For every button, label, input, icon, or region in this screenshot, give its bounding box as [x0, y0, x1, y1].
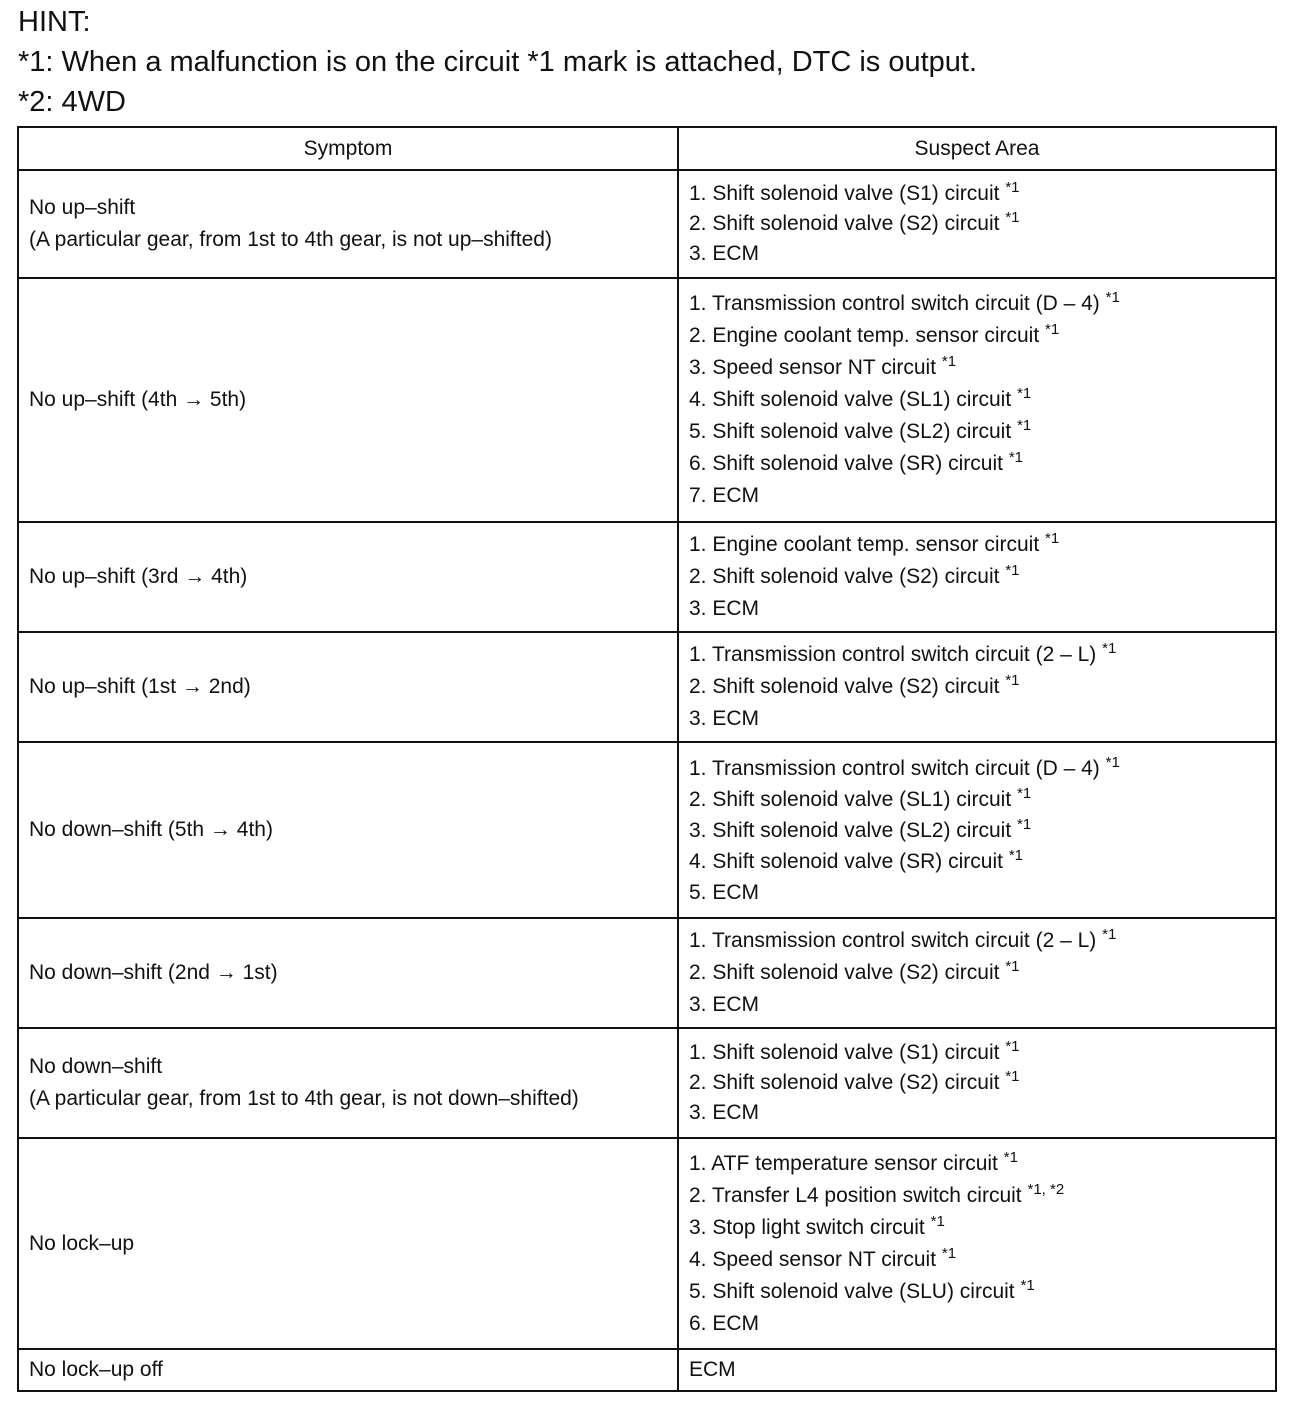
suspect-area-text: 2. Transfer L4 position switch circuit: [689, 1183, 1022, 1207]
suspect-area-column-header: Suspect Area: [678, 127, 1276, 170]
symptom-line: No down–shift (2nd → 1st): [29, 961, 278, 984]
suspect-area-item: [689, 784, 1265, 815]
dtc-mark: *1: [941, 1244, 957, 1262]
symptom-cell: [18, 1028, 678, 1138]
table-header-row: [18, 127, 1276, 170]
suspect-area-cell: [678, 1349, 1276, 1391]
suspect-area-item: [689, 352, 1265, 384]
suspect-area-item: [689, 846, 1265, 877]
table-row: [18, 1138, 1276, 1349]
suspect-area-item: [689, 1212, 1265, 1244]
table-row: [18, 632, 1276, 742]
suspect-area-item: [689, 561, 1265, 593]
dtc-mark: *1: [1003, 1148, 1018, 1166]
table-row: [18, 918, 1276, 1028]
symptom-cell: [18, 742, 678, 918]
dtc-mark: *1: [1008, 846, 1023, 864]
suspect-area-text: 5. Shift solenoid valve (SLU) circuit: [689, 1279, 1015, 1303]
table-row: [18, 1028, 1276, 1138]
symptom-line: No up–shift (1st → 2nd): [29, 675, 251, 698]
suspect-area-cell: [678, 170, 1276, 278]
symptom-line: No down–shift: [29, 1055, 163, 1078]
hint-block: [18, 2, 977, 122]
symptom-cell: [18, 918, 678, 1028]
suspect-area-text: 2. Engine coolant temp. sensor circuit: [689, 324, 1040, 347]
suspect-area-text: 3. Stop light switch circuit: [689, 1215, 925, 1239]
dtc-mark: *1: [1005, 957, 1020, 975]
suspect-area-item: [689, 1244, 1265, 1276]
dtc-mark: *1: [1017, 815, 1032, 833]
suspect-area-item: [689, 925, 1265, 957]
suspect-area-item: [689, 703, 1265, 735]
suspect-area-text: 6. Shift solenoid valve (SR) circuit: [689, 452, 1003, 475]
suspect-area-item: [689, 1276, 1265, 1308]
suspect-area-text: 3. ECM: [689, 1101, 760, 1124]
suspect-area-text: 3. Speed sensor NT circuit: [689, 356, 937, 379]
suspect-area-text: 1. Shift solenoid valve (S1) circuit: [689, 1041, 1000, 1064]
suspect-area-text: 7. ECM: [689, 484, 760, 507]
symptom-line: (A particular gear, from 1st to 4th gear, is not up–shifted): [29, 228, 552, 251]
hint-note-2: *2: 4WD: [18, 86, 126, 118]
dtc-mark: *1: [1005, 1067, 1020, 1085]
symptom-line: No up–shift (3rd → 4th): [29, 565, 248, 588]
dtc-mark: *1: [1105, 753, 1120, 771]
suspect-area-text: ECM: [689, 1358, 736, 1381]
suspect-area-item: [689, 179, 1265, 209]
dtc-mark: *1: [930, 1212, 945, 1230]
suspect-area-text: 5. Shift solenoid valve (SL2) circuit: [689, 420, 1012, 443]
hint-title: HINT:: [18, 6, 91, 38]
suspect-area-text: 3. Shift solenoid valve (SL2) circuit: [689, 818, 1012, 842]
suspect-area-item: [689, 209, 1265, 239]
suspect-area-text: 2. Shift solenoid valve (S2) circuit: [689, 1071, 1000, 1094]
suspect-area-text: 1. Engine coolant temp. sensor circuit: [689, 533, 1040, 556]
suspect-area-item: [689, 989, 1265, 1021]
suspect-area-text: 2. Shift solenoid valve (S2) circuit: [689, 675, 1000, 698]
symptom-cell: [18, 170, 678, 278]
symptom-line: (A particular gear, from 1st to 4th gear, is not down–shifted): [29, 1087, 579, 1110]
dtc-mark: *1: [1102, 925, 1117, 943]
suspect-area-text: 1. Transmission control switch circuit (D – 4): [689, 756, 1100, 780]
table-body: [18, 170, 1276, 1391]
hint-note-1: *1: When a malfunction is on the circuit *1 mark is attached, DTC is output.: [18, 46, 978, 78]
suspect-area-item: [689, 1180, 1265, 1212]
suspect-area-text: 5. ECM: [689, 880, 760, 904]
suspect-area-text: 1. Shift solenoid valve (S1) circuit: [689, 182, 1000, 205]
suspect-area-item: [689, 1308, 1265, 1340]
symptom-line: No lock–up: [29, 1231, 135, 1255]
suspect-area-text: 2. Shift solenoid valve (S2) circuit: [689, 212, 1000, 235]
suspect-area-text: 3. ECM: [689, 597, 760, 620]
suspect-area-cell: [678, 522, 1276, 632]
suspect-area-text: 1. Transmission control switch circuit (2 – L): [689, 643, 1097, 666]
suspect-area-item: [689, 416, 1265, 448]
symptom-cell: [18, 632, 678, 742]
suspect-area-text: 3. ECM: [689, 707, 760, 730]
suspect-area-item: [689, 1068, 1265, 1098]
table-row: [18, 170, 1276, 278]
symptom-cell: [18, 1138, 678, 1349]
symptom-line: No lock–up off: [29, 1358, 163, 1381]
suspect-area-cell: [678, 918, 1276, 1028]
symptom-line: No up–shift (4th → 5th): [29, 388, 247, 411]
suspect-area-text: 1. ATF temperature sensor circuit: [689, 1151, 998, 1175]
symptom-line: No down–shift (5th → 4th): [29, 818, 273, 841]
dtc-mark: *1: [1020, 1276, 1035, 1294]
suspect-area-item: [689, 1355, 1265, 1385]
suspect-area-cell: [678, 1028, 1276, 1138]
table-row: [18, 522, 1276, 632]
suspect-area-cell: [678, 1138, 1276, 1349]
symptom-cell: [18, 522, 678, 632]
dtc-mark: *1: [1005, 1037, 1020, 1055]
suspect-area-item: [689, 877, 1265, 908]
suspect-area-text: 2. Shift solenoid valve (S2) circuit: [689, 961, 1000, 984]
dtc-mark: *1: [1008, 448, 1023, 466]
suspect-area-text: 4. Shift solenoid valve (SR) circuit: [689, 849, 1003, 873]
dtc-mark: *1: [1017, 384, 1032, 402]
dtc-mark: *1: [1045, 320, 1060, 338]
suspect-area-text: 4. Speed sensor NT circuit: [689, 1247, 937, 1271]
dtc-mark: *1: [1005, 178, 1020, 196]
troubleshooting-table: [17, 126, 1277, 1392]
suspect-area-cell: [678, 632, 1276, 742]
dtc-mark: *1: [1017, 416, 1032, 434]
suspect-area-text: 3. ECM: [689, 993, 760, 1016]
symptom-cell: [18, 278, 678, 522]
suspect-area-item: [689, 639, 1265, 671]
suspect-area-item: [689, 239, 1265, 269]
dtc-mark: *1: [1102, 639, 1117, 657]
table-row: [18, 1349, 1276, 1391]
dtc-mark: *1: [1005, 208, 1020, 226]
suspect-area-text: 1. Transmission control switch circuit (D – 4): [689, 292, 1100, 315]
suspect-area-text: 4. Shift solenoid valve (SL1) circuit: [689, 388, 1012, 411]
suspect-area-item: [689, 957, 1265, 989]
suspect-area-item: [689, 529, 1265, 561]
suspect-area-text: 2. Shift solenoid valve (SL1) circuit: [689, 787, 1012, 811]
suspect-area-item: [689, 815, 1265, 846]
dtc-mark: *1, *2: [1027, 1180, 1065, 1198]
suspect-area-item: [689, 288, 1265, 320]
suspect-area-item: [689, 671, 1265, 703]
dtc-mark: *1: [1105, 288, 1120, 306]
suspect-area-item: [689, 320, 1265, 352]
suspect-area-cell: [678, 278, 1276, 522]
suspect-area-item: [689, 384, 1265, 416]
table-row: [18, 742, 1276, 918]
symptom-line: No up–shift: [29, 196, 136, 219]
symptom-column-header: Symptom: [18, 127, 678, 170]
suspect-area-item: [689, 448, 1265, 480]
suspect-area-text: 6. ECM: [689, 1311, 760, 1335]
suspect-area-cell: [678, 742, 1276, 918]
suspect-area-item: [689, 753, 1265, 784]
table-row: [18, 278, 1276, 522]
dtc-mark: *1: [1017, 784, 1032, 802]
dtc-mark: *1: [1005, 671, 1020, 689]
suspect-area-item: [689, 1038, 1265, 1068]
dtc-mark: *1: [1005, 561, 1020, 579]
dtc-mark: *1: [1045, 529, 1060, 547]
suspect-area-text: 1. Transmission control switch circuit (2 – L): [689, 929, 1097, 952]
symptom-cell: [18, 1349, 678, 1391]
suspect-area-text: 2. Shift solenoid valve (S2) circuit: [689, 565, 1000, 588]
suspect-area-item: [689, 1098, 1265, 1128]
suspect-area-item: [689, 593, 1265, 625]
suspect-area-text: 3. ECM: [689, 242, 760, 265]
dtc-mark: *1: [941, 352, 957, 370]
suspect-area-item: [689, 1148, 1265, 1180]
suspect-area-item: [689, 480, 1265, 512]
